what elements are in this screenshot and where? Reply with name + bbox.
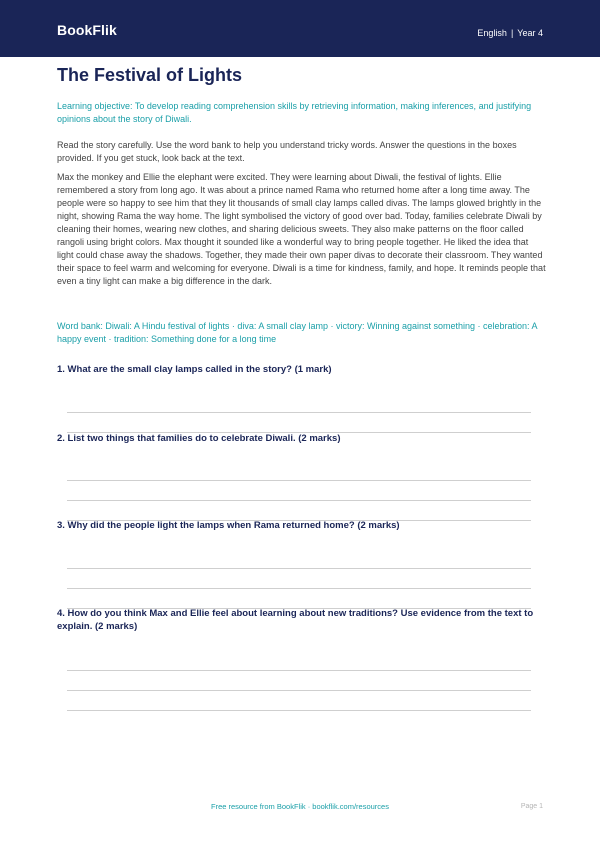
subject-label: English [477,28,507,38]
answer-line-q3-1[interactable] [67,568,531,569]
answer-line-q1-1[interactable] [67,412,531,413]
question-4: 4. How do you think Max and Ellie feel about learning about new traditions? Use evidence from the text to explain. (2 marks) [57,608,534,632]
header-bar [0,0,600,57]
answer-line-q4-1[interactable] [67,670,531,671]
answer-line-q4-3[interactable] [67,710,531,711]
word-bank: Word bank: Diwali: A Hindu festival of lights · diva: A small clay lamp · victory: Winning against something · celebration: A happy event · tradition: Something done for a long time [57,321,538,344]
brand-logo-text[interactable]: BookFlik [57,22,117,38]
page-title: The Festival of Lights [57,65,243,85]
instructions-text: Read the story carefully. Use the word bank to help you understand tricky words. Answer the questions in the boxes provided. If you get stuck, look back at the text. [57,140,517,163]
answer-line-q2-1[interactable] [67,480,531,481]
answer-line-q3-2[interactable] [67,588,531,589]
subject-year-label [477,28,543,38]
meta-separator: | [510,28,514,38]
question-2: 2. List two things that families do to celebrate Diwali. (2 marks) [57,433,341,444]
page-number: Page 1 [520,803,543,810]
year-label: Year 4 [517,28,543,38]
answer-line-q2-2[interactable] [67,500,531,501]
question-1: 1. What are the small clay lamps called in the story? (1 mark) [57,364,332,375]
story-text: Max the monkey and Ellie the elephant were excited. They were learning about Diwali, the festival of lights. Ellie remembered a story from long ago. It was about a prince named Rama who returned home after a long time away. The people were so happy to see him that they lit thousands of small clay lamps called divas. The lamps glowed brightly in the night, showing Rama the way home. The light symbolised the victory of good over bad. Today, families celebrate Diwali by cleaning their homes, wearing new clothes, and sharing delicious sweets. They also make patterns on the floor called rangoli using bright colors. Max thought it sounded like a wonderful way to bring people together. He liked the idea that light could chase away the shadows. Together, they made their own paper divas to decorate their classroom. They wanted their space to feel warm and welcoming for everyone. Diwali is a time for kindness, family, and hope. It reminds people that even a tiny light can make a big difference in the dark. [57,172,546,286]
learning-objective: Learning objective: To develop reading comprehension skills by retrieving information, making inferences, and justifying opinions about the story of Diwali. [57,101,532,124]
footer-resource-link[interactable]: Free resource from BookFlik · bookflik.com/resources [211,802,389,811]
question-3: 3. Why did the people light the lamps when Rama returned home? (2 marks) [57,520,400,531]
answer-line-q4-2[interactable] [67,690,531,691]
